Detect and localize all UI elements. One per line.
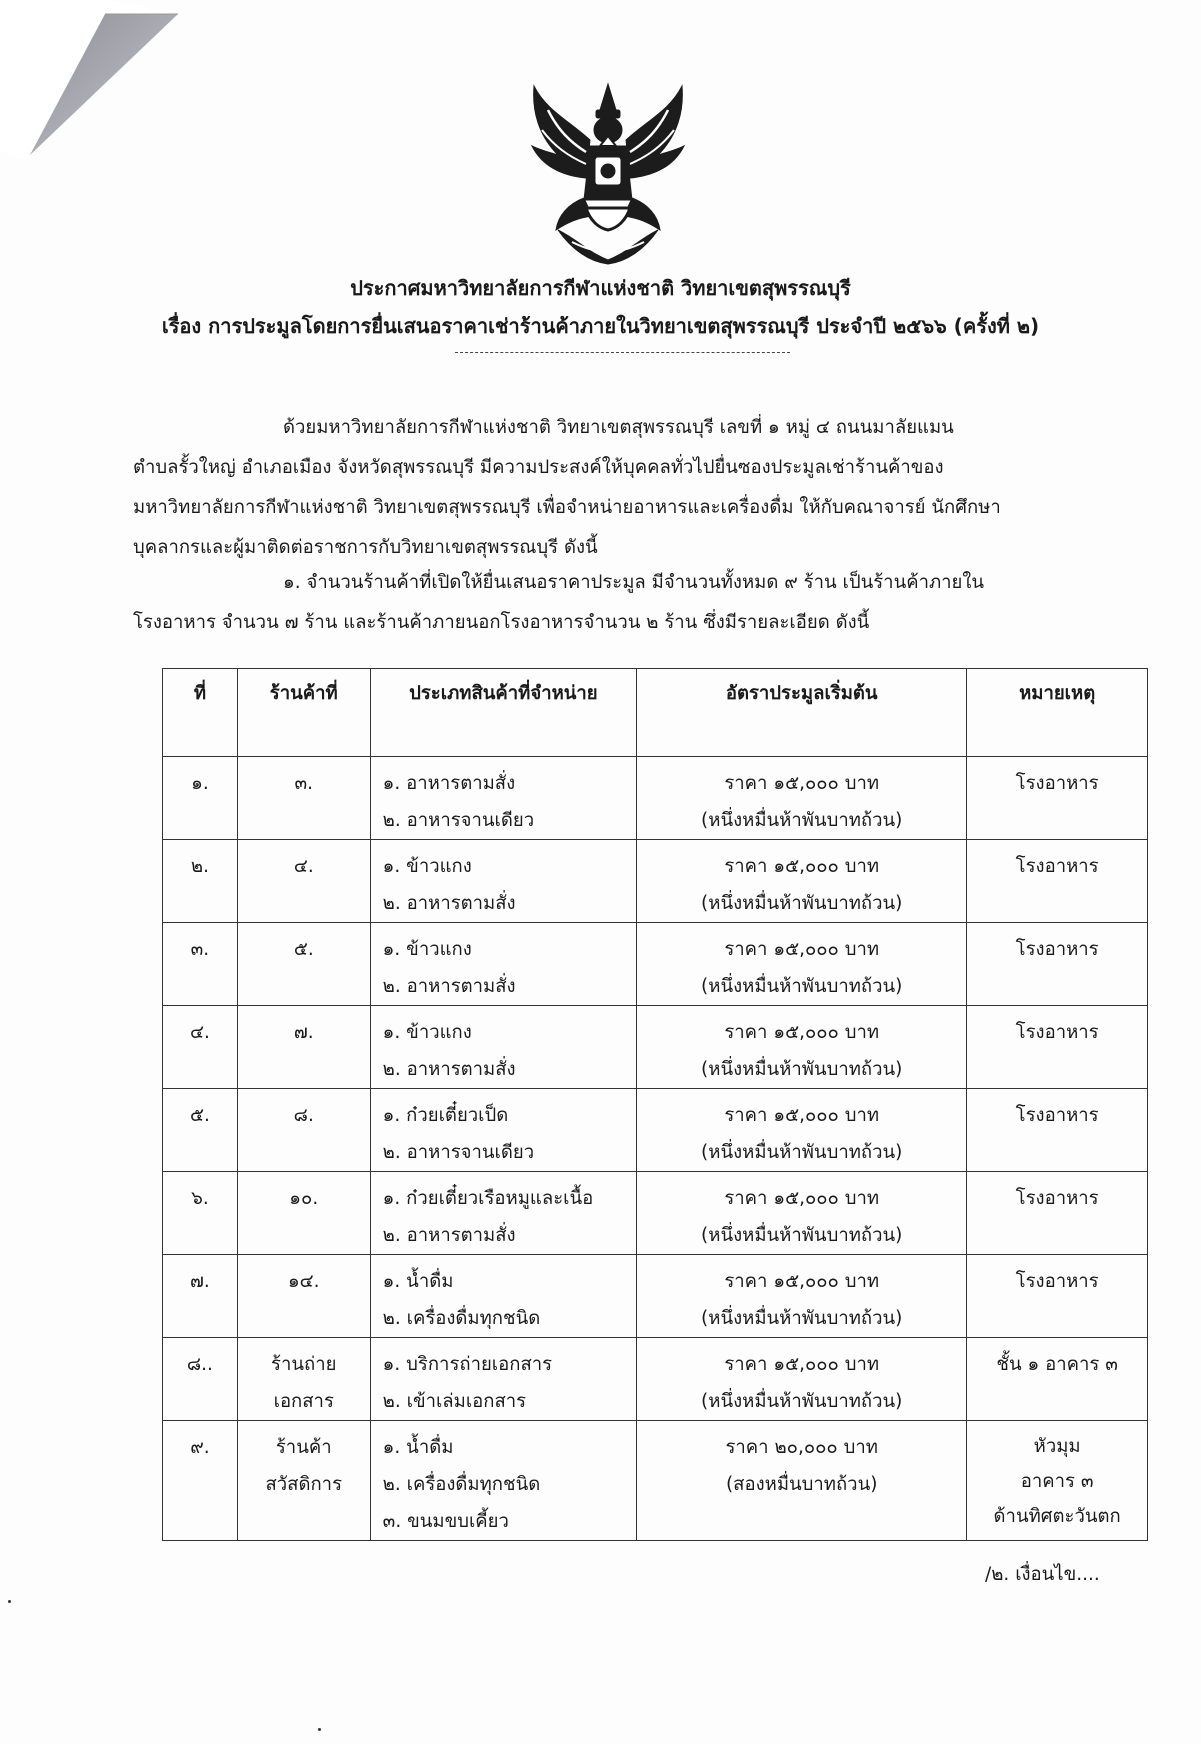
cell-product-type-line: ๑. ก๋วยเตี๋ยวเป็ด [382, 1105, 509, 1126]
announcement-title: ประกาศมหาวิทยาลัยการกีฬาแห่งชาติ วิทยาเขตสุพรรณบุรี [350, 276, 851, 300]
table-row [163, 1255, 1148, 1338]
cell-remark [967, 1338, 1148, 1421]
cell-remark-line: โรงอาหาร [1015, 1022, 1099, 1043]
cell-product-type [370, 1255, 636, 1338]
cell-product-type-line: ๒. เครื่องดื่มทุกชนิด [382, 1474, 541, 1495]
intro-line: บุคลากรและผู้มาติดต่อราชการกับวิทยาเขตสุพรรณบุรี ดังนี้ [133, 537, 598, 558]
cell-store [237, 1338, 370, 1421]
cell-starting-price [637, 1421, 967, 1541]
item1-line: โรงอาหาร จำนวน ๗ ร้าน และร้านค้าภายนอกโรงอาหารจำนวน ๒ ร้าน ซึ่งมีรายละเอียด ดังนี้ [133, 612, 870, 633]
cell-remark-line: โรงอาหาร [1015, 1188, 1099, 1209]
cell-store-line: สวัสดิการ [265, 1474, 343, 1495]
cell-starting-price-line: (หนึ่งหมื่นห้าพันบาทถ้วน) [701, 1225, 903, 1246]
cell-product-type [370, 1421, 636, 1541]
table-row [163, 1172, 1148, 1255]
cell-store [237, 923, 370, 1006]
cell-remark-line: โรงอาหาร [1015, 1271, 1099, 1292]
cell-number [163, 923, 238, 1006]
cell-remark [967, 840, 1148, 923]
cell-number-text: ๖. [191, 1188, 209, 1209]
cell-number [163, 1338, 238, 1421]
cell-starting-price [637, 840, 967, 923]
cell-number [163, 1006, 238, 1089]
cell-starting-price-line: (หนึ่งหมื่นห้าพันบาทถ้วน) [701, 1059, 903, 1080]
cell-number [163, 1172, 238, 1255]
cell-product-type [370, 757, 636, 840]
cell-store [237, 1172, 370, 1255]
cell-product-type [370, 923, 636, 1006]
cell-number [163, 1255, 238, 1338]
cell-store [237, 757, 370, 840]
cell-number-text: ๓. [190, 939, 210, 960]
cell-starting-price-line: ราคา ๑๕,๐๐๐ บาท [724, 1354, 880, 1375]
cell-starting-price-line: ราคา ๑๕,๐๐๐ บาท [724, 1105, 880, 1126]
intro-line: มหาวิทยาลัยการกีฬาแห่งชาติ วิทยาเขตสุพรรณบุรี เพื่อจำหน่ายอาหารและเครื่องดื่ม ให้กับคณาจารย์ นักศึกษา [133, 497, 1001, 518]
cell-product-type [370, 1089, 636, 1172]
cell-starting-price-line: ราคา ๑๕,๐๐๐ บาท [724, 939, 880, 960]
header-store: ร้านค้าที่ [237, 669, 370, 757]
cell-starting-price [637, 1089, 967, 1172]
cell-remark-line: ด้านทิศตะวันตก [993, 1506, 1121, 1527]
cell-number-text: ๔. [189, 1022, 210, 1043]
cell-number [163, 1421, 238, 1541]
cell-starting-price [637, 1338, 967, 1421]
cell-store [237, 840, 370, 923]
announcement-subject: เรื่อง การประมูลโดยการยื่นเสนอราคาเช่าร้านค้าภายในวิทยาเขตสุพรรณบุรี ประจำปี ๒๕๖๖ (ครั้งที่ ๒) [161, 314, 1040, 338]
intro-line: ตำบลรั้วใหญ่ อำเภอเมือง จังหวัดสุพรรณบุรี มีความประสงค์ให้บุคคลทั่วไปยื่นซองประมูลเช่าร้านค้าของ [133, 457, 944, 478]
table-row [163, 757, 1148, 840]
scan-speck [318, 1728, 321, 1731]
cell-product-type-line: ๑. ก๋วยเตี๋ยวเรือหมูและเนื้อ [382, 1188, 594, 1209]
header-number: ที่ [163, 669, 238, 757]
cell-remark-line: โรงอาหาร [1015, 1105, 1099, 1126]
cell-product-type-line: ๒. อาหารตามสั่ง [382, 893, 516, 914]
cell-product-type [370, 1006, 636, 1089]
cell-number-text: ๙. [190, 1437, 210, 1458]
cell-product-type-line: ๑. บริการถ่ายเอกสาร [382, 1354, 553, 1375]
cell-store-line: ร้านถ่าย [271, 1354, 337, 1375]
cell-starting-price-line: ราคา ๑๕,๐๐๐ บาท [724, 773, 880, 794]
cell-remark-line: อาคาร ๓ [1020, 1471, 1094, 1492]
cell-store-line: ๗. [293, 1022, 314, 1043]
cell-store [237, 1089, 370, 1172]
cell-starting-price-line: ราคา ๑๕,๐๐๐ บาท [724, 856, 880, 877]
item1-line [133, 563, 1103, 603]
cell-number [163, 840, 238, 923]
cell-product-type-line: ๑. ข้าวแกง [382, 856, 472, 877]
cell-product-type [370, 840, 636, 923]
cell-store-line: ๕. [293, 939, 314, 960]
cell-starting-price-line: (หนึ่งหมื่นห้าพันบาทถ้วน) [701, 810, 903, 831]
cell-store-line: ๔. [293, 856, 314, 877]
intro-line-text: ด้วยมหาวิทยาลัยการกีฬาแห่งชาติ วิทยาเขตสุพรรณบุรี เลขที่ ๑ หมู่ ๔ ถนนมาลัยแมน [283, 417, 954, 438]
cell-remark-line: โรงอาหาร [1015, 773, 1099, 794]
cell-store-line: ร้านค้า [275, 1437, 332, 1458]
cell-remark [967, 1421, 1148, 1541]
store-table [162, 668, 1148, 1541]
cell-starting-price-line: ราคา ๑๕,๐๐๐ บาท [724, 1188, 880, 1209]
table-row [163, 840, 1148, 923]
cell-store [237, 1255, 370, 1338]
cell-remark [967, 757, 1148, 840]
cell-product-type-line: ๒. อาหารตามสั่ง [382, 976, 516, 997]
cell-store-line: ๑๔. [287, 1271, 320, 1292]
cell-number-text: ๒. [190, 856, 209, 877]
cell-starting-price-line: ราคา ๑๕,๐๐๐ บาท [724, 1022, 880, 1043]
cell-starting-price [637, 757, 967, 840]
cell-remark [967, 1255, 1148, 1338]
title-divider [455, 352, 790, 353]
cell-starting-price-line: (หนึ่งหมื่นห้าพันบาทถ้วน) [701, 1308, 903, 1329]
item1-line-text: ๑. จำนวนร้านค้าที่เปิดให้ยื่นเสนอราคาประมูล มีจำนวนทั้งหมด ๙ ร้าน เป็นร้านค้าภายใน [283, 572, 985, 593]
cell-store [237, 1006, 370, 1089]
header-product-type: ประเภทสินค้าที่จำหน่าย [370, 669, 636, 757]
cell-number [163, 757, 238, 840]
header-starting-price: อัตราประมูลเริ่มต้น [637, 669, 967, 757]
cell-product-type-line: ๒. เข้าเล่มเอกสาร [382, 1391, 527, 1412]
cell-starting-price-line: (สองหมื่นบาทถ้วน) [725, 1474, 878, 1495]
cell-starting-price [637, 923, 967, 1006]
cell-store-line: เอกสาร [273, 1391, 334, 1412]
scan-speck [8, 1600, 11, 1603]
folded-page-corner [0, 0, 190, 190]
cell-number-text: ๑. [191, 773, 209, 794]
intro-line [133, 408, 1103, 448]
table-row [163, 1338, 1148, 1421]
cell-product-type-line: ๑. ข้าวแกง [382, 939, 472, 960]
table-body [163, 757, 1148, 1541]
cell-product-type-line: ๑. ข้าวแกง [382, 1022, 472, 1043]
cell-starting-price [637, 1255, 967, 1338]
cell-remark [967, 923, 1148, 1006]
cell-product-type-line: ๑. น้ำดื่ม [382, 1271, 454, 1292]
cell-number-text: ๘.. [186, 1354, 213, 1375]
cell-store-line: ๓. [294, 773, 314, 794]
cell-remark-line: โรงอาหาร [1015, 856, 1099, 877]
cell-product-type-line: ๒. อาหารตามสั่ง [382, 1059, 516, 1080]
cell-number [163, 1089, 238, 1172]
cell-number-text: ๗. [190, 1271, 210, 1292]
cell-product-type-line: ๓. ขนมขบเคี้ยว [382, 1511, 509, 1532]
cell-remark [967, 1089, 1148, 1172]
continuation-note: /๒. เงื่อนไข.... [985, 1564, 1100, 1585]
cell-starting-price-line: (หนึ่งหมื่นห้าพันบาทถ้วน) [701, 976, 903, 997]
cell-number-text: ๕. [189, 1105, 210, 1126]
header-remark: หมายเหตุ [967, 669, 1148, 757]
cell-remark-line: ชั้น ๑ อาคาร ๓ [996, 1354, 1118, 1375]
cell-product-type-line: ๑. น้ำดื่ม [382, 1437, 454, 1458]
cell-product-type-line: ๒. อาหารตามสั่ง [382, 1225, 516, 1246]
cell-product-type-line: ๑. อาหารตามสั่ง [382, 773, 516, 794]
table-header-row [163, 669, 1148, 757]
cell-product-type-line: ๒. เครื่องดื่มทุกชนิด [382, 1308, 541, 1329]
cell-product-type-line: ๒. อาหารจานเดียว [382, 810, 535, 831]
intro-paragraph [133, 408, 1103, 568]
cell-product-type [370, 1172, 636, 1255]
cell-store [237, 1421, 370, 1541]
cell-remark [967, 1172, 1148, 1255]
cell-starting-price [637, 1006, 967, 1089]
cell-store-line: ๘. [293, 1105, 314, 1126]
cell-starting-price [637, 1172, 967, 1255]
table-row [163, 1421, 1148, 1541]
item1-paragraph [133, 563, 1103, 643]
cell-remark-line: หัวมุม [1033, 1436, 1081, 1457]
cell-remark [967, 1006, 1148, 1089]
cell-starting-price-line: ราคา ๒๐,๐๐๐ บาท [725, 1437, 878, 1458]
table-row [163, 1089, 1148, 1172]
garuda-emblem [528, 80, 688, 265]
table-row [163, 1006, 1148, 1089]
cell-starting-price-line: (หนึ่งหมื่นห้าพันบาทถ้วน) [701, 1142, 903, 1163]
cell-starting-price-line: (หนึ่งหมื่นห้าพันบาทถ้วน) [701, 1391, 903, 1412]
cell-store-line: ๑๐. [289, 1188, 319, 1209]
cell-product-type [370, 1338, 636, 1421]
table-row [163, 923, 1148, 1006]
cell-product-type-line: ๒. อาหารจานเดียว [382, 1142, 535, 1163]
cell-starting-price-line: ราคา ๑๕,๐๐๐ บาท [724, 1271, 880, 1292]
cell-remark-line: โรงอาหาร [1015, 939, 1099, 960]
cell-starting-price-line: (หนึ่งหมื่นห้าพันบาทถ้วน) [701, 893, 903, 914]
